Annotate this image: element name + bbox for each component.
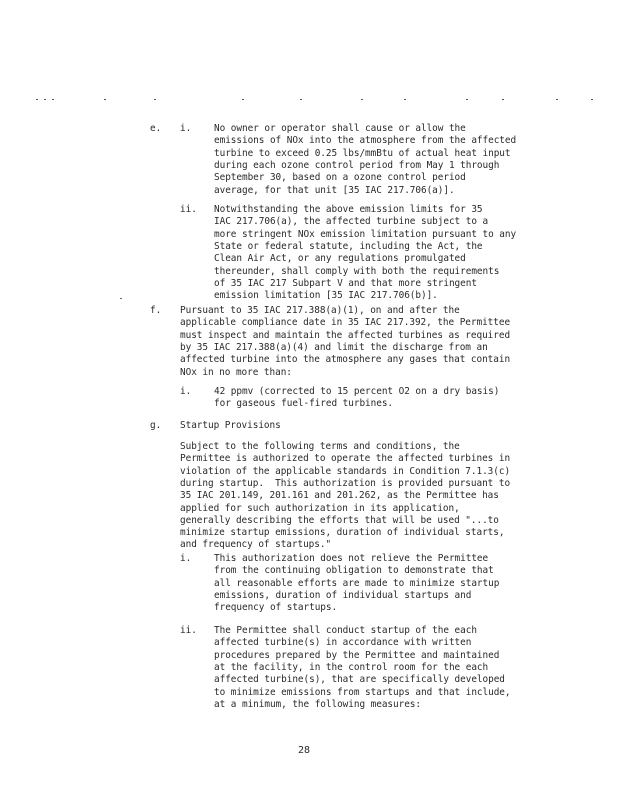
item-e-i-line: emissions of NOx into the atmosphere from the affected [214, 135, 517, 147]
item-e-i-line: during each ozone control period from May 1 through [214, 159, 500, 171]
scan-speck [120, 298, 122, 299]
item-f-i-label: i. [180, 386, 192, 397]
item-g-i-line: frequency of startups. [214, 602, 338, 614]
item-g-i-line: all reasonable efforts are made to minimize startup [214, 577, 500, 589]
item-e-i-line: turbine to exceed 0.25 lbs/mmBtu of actual heat input [214, 147, 511, 159]
item-g-ii-line: procedures prepared by the Permittee and maintained [214, 649, 500, 661]
item-g-ii-line: affected turbine(s), that are specifically developed [214, 674, 505, 686]
item-g-ii-line: The Permittee shall conduct startup of the each [214, 625, 477, 636]
item-e-ii-line: State or federal statute, including the Act, the [214, 240, 483, 252]
item-g-label: g. [150, 420, 162, 431]
item-f-line: Pursuant to 35 IAC 217.388(a)(1), on and after the [180, 305, 460, 316]
item-e-ii-line: emission limitation [35 IAC 217.706(b)]. [214, 290, 438, 302]
item-e-i-line: September 30, based on a ozone control period [214, 172, 466, 184]
item-e-i-label: i. [180, 123, 192, 134]
item-e-ii-label: ii. [180, 204, 197, 215]
item-g-line: and frequency of startups." [180, 539, 332, 551]
item-f-i-line: 42 ppmv (corrected to 15 percent O2 on a dry basis) [214, 386, 500, 397]
item-g-i-line: from the continuing obligation to demonstrate that [214, 565, 494, 577]
item-g-i-label: i. [180, 553, 192, 564]
item-e-i-line: average, for that unit [35 IAC 217.706(a)]. [214, 184, 455, 196]
item-g-line: Subject to the following terms and conditions, the [180, 441, 460, 452]
item-g-line: 35 IAC 201.149, 201.161 and 201.262, as the Permittee has [180, 490, 499, 502]
item-g-i-line: emissions, duration of individual startups and [214, 589, 472, 601]
item-f-i-line: for gaseous fuel-fired turbines. [214, 398, 394, 410]
item-e-label: e. [150, 123, 162, 134]
header-dotted-rule [36, 98, 596, 102]
item-g-ii-line: at the facility, in the control room for the each [214, 661, 489, 673]
item-f-line: affected turbine into the atmosphere any gases that contain [180, 354, 511, 366]
item-g-line: minimize startup emissions, duration of individual starts, [180, 527, 505, 539]
item-f-line: must inspect and maintain the affected turbines as required [180, 329, 511, 341]
page-number: 28 [298, 745, 311, 756]
item-e-i-line: No owner or operator shall cause or allow the [214, 123, 466, 134]
item-f-label: f. [150, 305, 162, 316]
item-g-ii-line: at a minimum, the following measures: [214, 698, 421, 710]
item-e-ii-line: Notwithstanding the above emission limits for 35 [214, 204, 483, 215]
item-e-ii-line: of 35 IAC 217 Subpart V and that more stringent [214, 277, 477, 289]
item-g-line: violation of the applicable standards in Condition 7.1.3(c) [180, 465, 511, 477]
item-g-i-line: This authorization does not relieve the Permittee [214, 553, 489, 564]
item-g-line: applied for such authorization in its application, [180, 502, 460, 514]
item-f-line: by 35 IAC 217.388(a)(4) and limit the discharge from an [180, 341, 488, 353]
item-g-ii-label: ii. [180, 625, 197, 636]
item-g-ii-line: to minimize emissions from startups and that include, [214, 686, 511, 698]
item-g-ii-line: affected turbine(s) in accordance with written [214, 637, 472, 649]
item-g-line: generally describing the efforts that will be used "...to [180, 514, 499, 526]
item-f-line: applicable compliance date in 35 IAC 217.392, the Permittee [180, 317, 511, 329]
item-e-ii-line: thereunder, shall comply with both the requirements [214, 265, 500, 277]
item-e-ii-line: more stringent NOx emission limitation pursuant to any [214, 228, 517, 240]
item-g-line: during startup. This authorization is provided pursuant to [180, 477, 511, 489]
item-e-ii-line: Clean Air Act, or any regulations promulgated [214, 253, 466, 265]
item-e-ii-line: IAC 217.706(a), the affected turbine subject to a [214, 216, 489, 228]
item-g-heading: Startup Provisions [180, 420, 281, 431]
item-g-line: Permittee is authorized to operate the affected turbines in [180, 453, 511, 465]
item-f-line: NOx in no more than: [180, 366, 292, 378]
